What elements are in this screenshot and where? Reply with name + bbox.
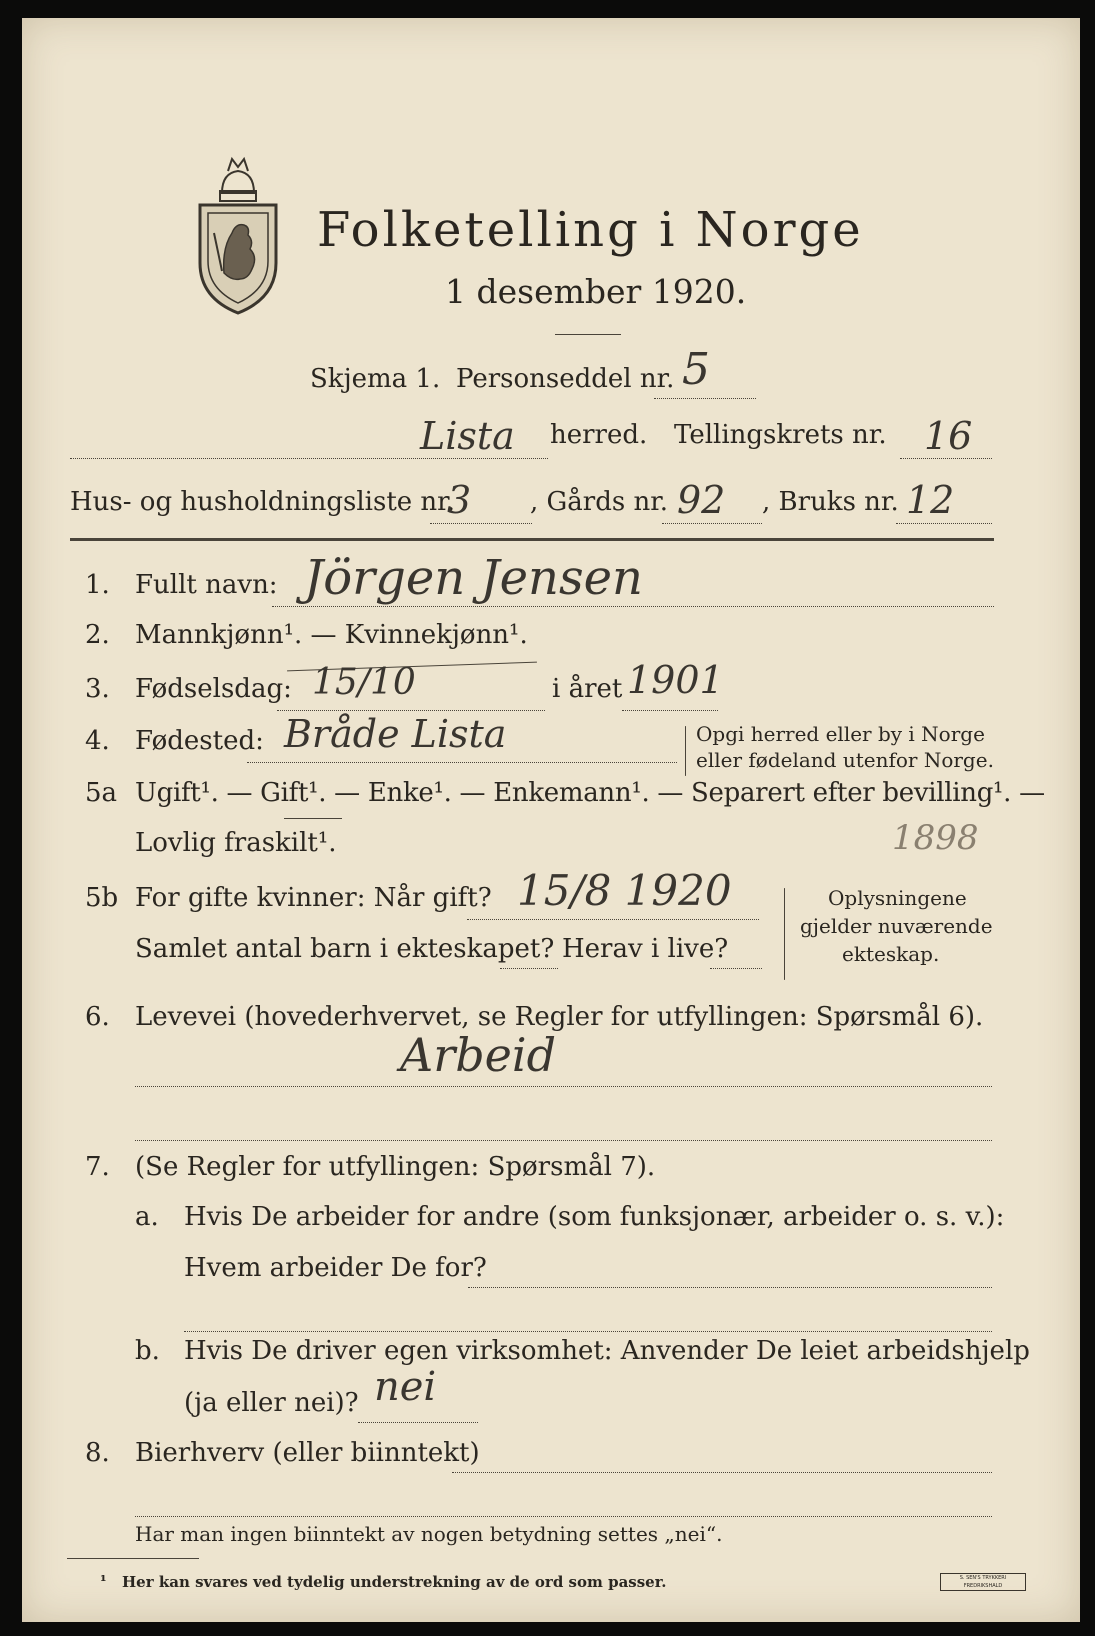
personseddel-label: Personseddel nr. [456, 364, 675, 394]
q3-number: 3. [85, 674, 110, 704]
marriage-date-value: 15/8 1920 [517, 866, 732, 915]
q1-line [272, 606, 994, 607]
gards-value: 92 [677, 478, 726, 522]
q5b-note-line2: gjelder nuværende [800, 914, 993, 938]
q7b-line [358, 1422, 478, 1423]
skjema-label: Skjema 1. [310, 364, 441, 394]
herred-label: herred. [550, 420, 648, 450]
q3-year-label: i året [552, 674, 623, 704]
marriage-year-annotation: 1898 [892, 818, 979, 858]
q5b-label: For gifte kvinner: Når gift? [135, 883, 492, 913]
q7b-letter: b. [135, 1336, 160, 1366]
q8-line [452, 1472, 992, 1473]
full-name-value: Jörgen Jensen [304, 550, 643, 606]
gards-label: , Gårds nr. [530, 487, 669, 517]
q1-label: Fullt navn: [135, 570, 278, 600]
q8-label: Bierhverv (eller biinntekt) [135, 1438, 480, 1468]
q5b-brace [784, 888, 785, 980]
gift-underline-mark [284, 818, 342, 819]
printer-stamp: S. SEN'S TRYKKERI FREDRIKSHALD [940, 1573, 1026, 1591]
form-title: Folketelling i Norge [317, 202, 864, 258]
tellingskrets-value: 16 [924, 414, 973, 458]
q6-label: Levevei (hovederhvervet, se Regler for utfyllingen: Spørsmål 6). [135, 1002, 984, 1032]
q5b-number: 5b [85, 883, 119, 913]
q5b-living-line [710, 968, 762, 969]
q8-number: 8. [85, 1438, 110, 1468]
bruks-value: 12 [906, 478, 955, 522]
q3-label: Fødselsdag: [135, 674, 292, 704]
q4-note-line2: eller fødeland utenfor Norge. [696, 748, 994, 772]
q6-line [135, 1086, 992, 1087]
husholdningsliste-value: 3 [447, 478, 472, 522]
q3-line [277, 710, 545, 711]
q5b-children-line [500, 968, 558, 969]
personseddel-value: 5 [682, 344, 710, 395]
q6-line-2 [135, 1140, 992, 1141]
birth-year-value: 1901 [627, 658, 724, 702]
q7b-label-2: (ja eller nei)? [184, 1388, 359, 1418]
q5a-label: Ugift¹. — Gift¹. — Enke¹. — Enkemann¹. — Separert efter bevilling¹. — [135, 778, 1045, 808]
q4-note-line1: Opgi herred eller by i Norge [696, 722, 985, 746]
husholdningsliste-line [430, 523, 532, 524]
q5b-note-line3: ekteskap. [842, 942, 940, 966]
q7b-label: Hvis De driver egen virksomhet: Anvender De leiet arbeidshjelp [184, 1336, 1030, 1366]
herred-value: Lista [420, 414, 515, 458]
q4-number: 4. [85, 726, 110, 756]
census-form-page [22, 18, 1080, 1622]
q7a-line-2 [184, 1331, 992, 1332]
q7-label: (Se Regler for utfyllingen: Spørsmål 7). [135, 1152, 656, 1182]
q2-number: 2. [85, 620, 110, 650]
herred-line [70, 458, 548, 459]
census-date: 1 desember 1920. [445, 272, 747, 311]
q5b-label-2: Samlet antal barn i ekteskapet? [135, 934, 555, 964]
coat-of-arms-icon [192, 153, 284, 318]
q7a-label: Hvis De arbeider for andre (som funksjonær, arbeider o. s. v.): [184, 1202, 1005, 1232]
q5b-line [467, 919, 759, 920]
q4-brace [685, 726, 686, 776]
bruks-label: , Bruks nr. [762, 487, 899, 517]
occupation-value: Arbeid [400, 1028, 557, 1082]
q5b-note-line1: Oplysningene [828, 886, 967, 910]
tellingskrets-label: Tellingskrets nr. [674, 420, 887, 450]
q7-number: 7. [85, 1152, 110, 1182]
q6-number: 6. [85, 1002, 110, 1032]
q4-label: Fødested: [135, 726, 264, 756]
q5b-label-3: Herav i live? [562, 934, 729, 964]
q8-note: Har man ingen biinntekt av nogen betydning settes „nei“. [135, 1522, 723, 1546]
footnote-mark: ¹ [100, 1572, 107, 1590]
husholdningsliste-label: Hus- og husholdningsliste nr. [70, 487, 456, 517]
title-divider [555, 334, 621, 335]
gards-line [662, 523, 762, 524]
q7a-line [468, 1287, 992, 1288]
q4-line [247, 762, 677, 763]
tellingskrets-line [900, 458, 992, 459]
birthdate-value: 15/10 [312, 662, 416, 703]
q5a-label-2: Lovlig fraskilt¹. [135, 828, 337, 858]
q1-number: 1. [85, 570, 110, 600]
footnote-divider [67, 1558, 199, 1559]
footnote-text: Her kan svares ved tydelig understrekning av de ord som passer. [122, 1573, 667, 1591]
q5a-number: 5a [85, 778, 118, 808]
q3-year-line [622, 710, 718, 711]
birthplace-value: Bråde Lista [284, 712, 507, 756]
personseddel-line [654, 398, 756, 399]
hired-help-value: nei [374, 1364, 437, 1410]
bruks-line [896, 523, 992, 524]
q7a-letter: a. [135, 1202, 159, 1232]
q7a-label-2: Hvem arbeider De for? [184, 1253, 487, 1283]
q2-label: Mannkjønn¹. — Kvinnekjønn¹. [135, 620, 528, 650]
header-divider [70, 538, 994, 541]
q8-line-2 [135, 1516, 992, 1517]
